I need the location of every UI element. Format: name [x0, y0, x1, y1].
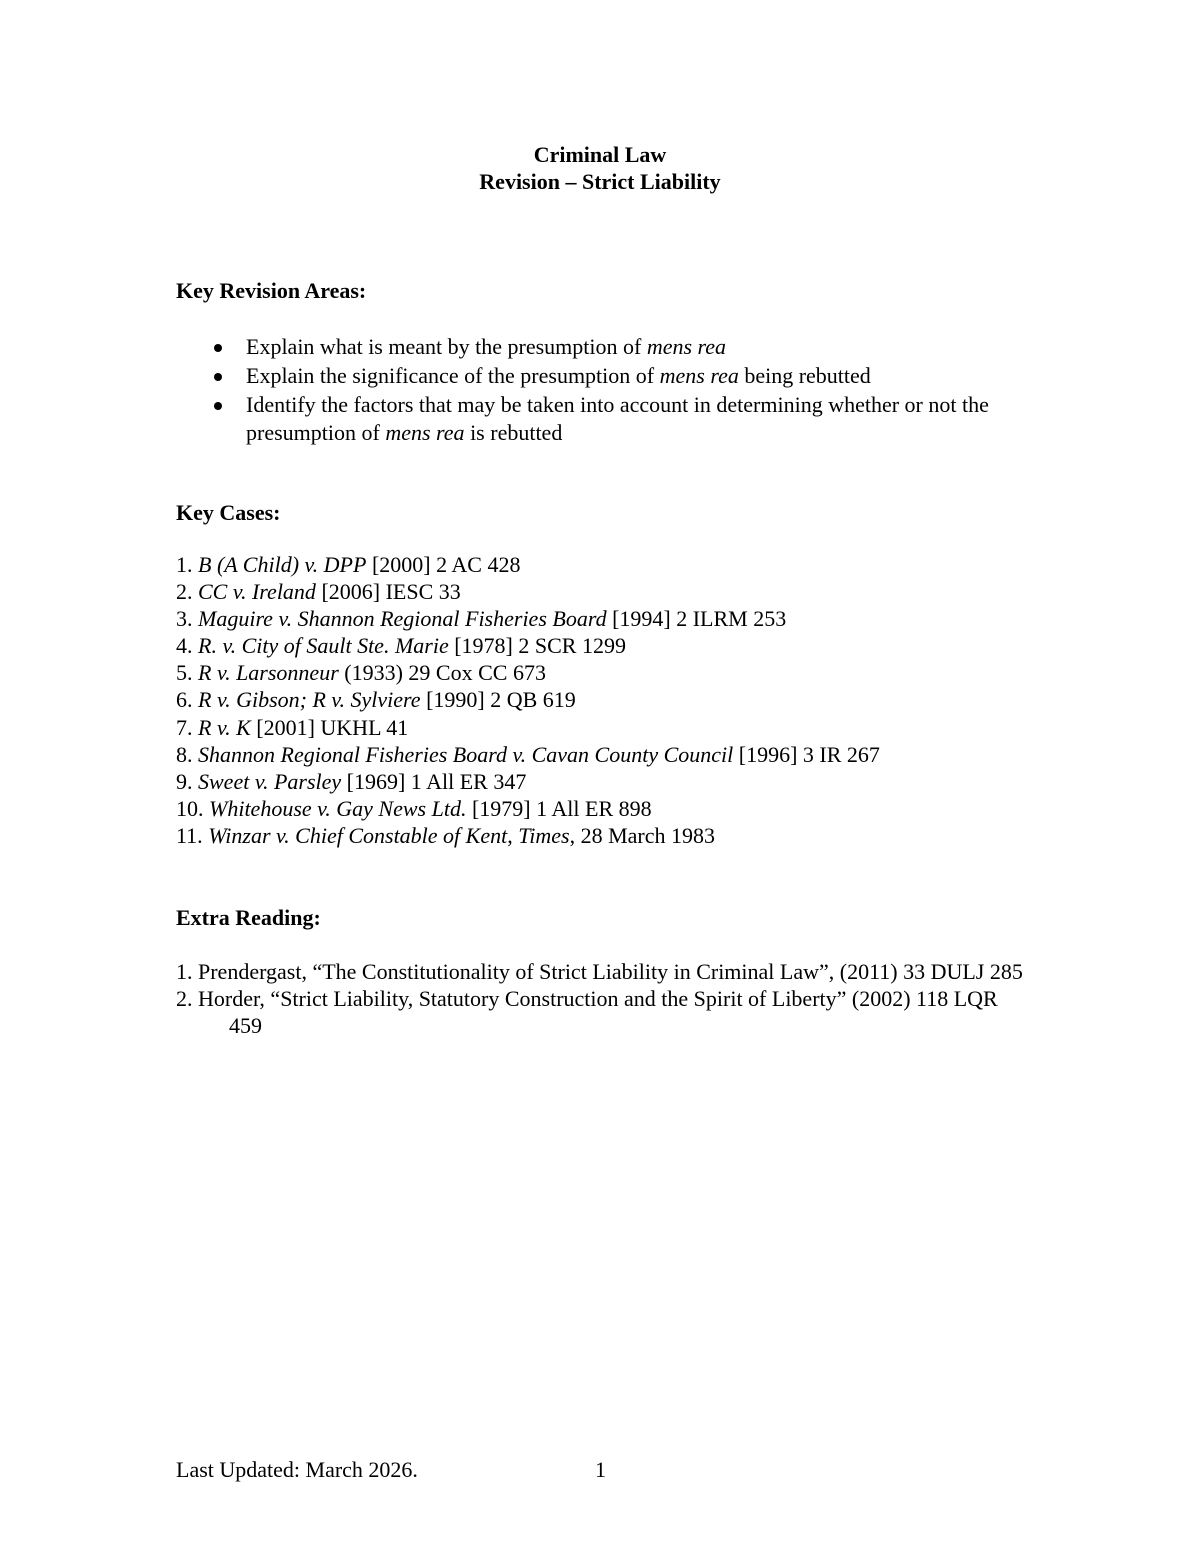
- key-revision-areas-heading: Key Revision Areas:: [176, 278, 367, 303]
- bullet-icon: [214, 402, 222, 410]
- list-item: 2. Horder, “Strict Liability, Statutory Construction and the Spirit of Liberty” (2002) 118 LQR 459: [176, 986, 998, 1038]
- key-revision-areas-list: [176, 333, 1046, 448]
- footer-last-updated: Last Updated: March 2026.: [176, 1457, 418, 1482]
- extra-reading-heading: Extra Reading:: [176, 905, 321, 930]
- list-item: 7. R v. K [2001] UKHL 41: [176, 714, 409, 740]
- footer-page-number: 1: [595, 1457, 606, 1482]
- list-item: 10. Whitehouse v. Gay News Ltd. [1979] 1 All ER 898: [176, 795, 652, 821]
- key-cases-heading: Key Cases:: [176, 500, 281, 525]
- list-item: Explain what is meant by the presumption of mens rea: [176, 333, 1046, 361]
- list-item: 4. R. v. City of Sault Ste. Marie [1978] 2 SCR 1299: [176, 633, 626, 659]
- document-title: Criminal Law: [533, 142, 667, 167]
- key-cases-list: [176, 551, 1076, 849]
- list-item: 1. B (A Child) v. DPP [2000] 2 AC 428: [176, 552, 521, 577]
- list-item: 3. Maguire v. Shannon Regional Fisheries Board [1994] 2 ILRM 253: [176, 606, 787, 632]
- bullet-icon: [214, 344, 222, 352]
- bullet-icon: [214, 373, 222, 381]
- list-item: Explain the significance of the presumption of mens rea being rebutted: [176, 362, 1046, 390]
- list-item: 9. Sweet v. Parsley [1969] 1 All ER 347: [176, 768, 527, 794]
- list-item: 2. CC v. Ireland [2006] IESC 33: [176, 579, 461, 605]
- list-item: Identify the factors that may be taken into account in determining whether or not the presumption of mens rea is rebutted: [176, 391, 1046, 447]
- list-item: 1. Prendergast, “The Constitutionality of Strict Liability in Criminal Law”, (2011) 33 DULJ 285: [176, 959, 1023, 984]
- document-subtitle: Revision – Strict Liability: [479, 169, 721, 194]
- list-item: 6. R v. Gibson; R v. Sylviere [1990] 2 QB 619: [176, 687, 576, 713]
- extra-reading-list: [176, 958, 1036, 1039]
- list-item: 5. R v. Larsonneur (1933) 29 Cox CC 673: [176, 660, 546, 686]
- list-item: 8. Shannon Regional Fisheries Board v. Cavan County Council [1996] 3 IR 267: [176, 741, 880, 767]
- list-item: 11. Winzar v. Chief Constable of Kent, Times, 28 March 1983: [176, 822, 715, 848]
